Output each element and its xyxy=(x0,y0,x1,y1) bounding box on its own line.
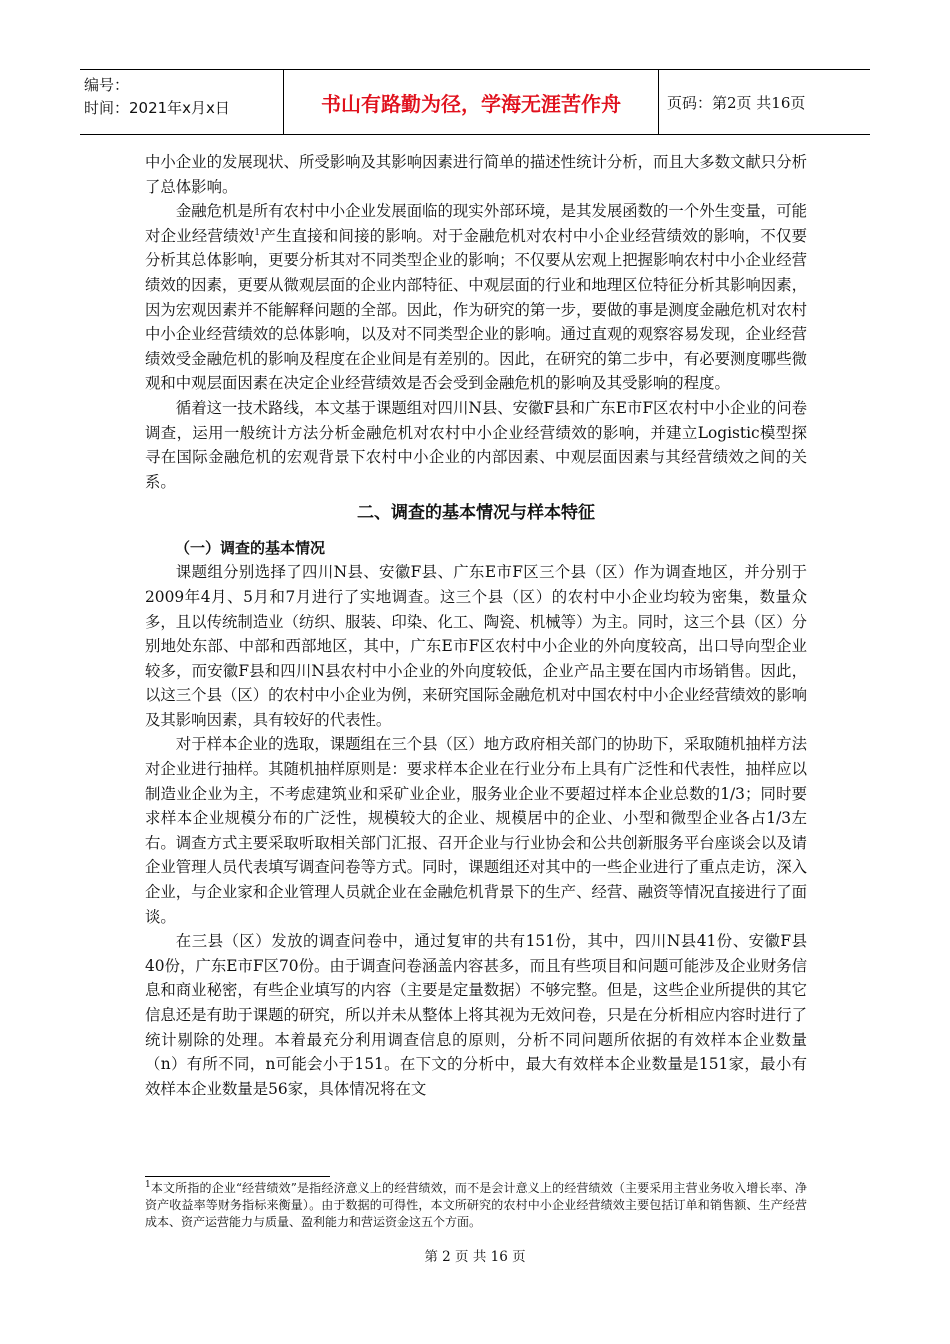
paragraph-2-part-b: 产生直接和间接的影响。对于金融危机对农村中小企业经营绩效的影响，不仅要分析其总体影响，更要分析其对不同类型企业的影响；不仅要从宏观上把握影响农村中小企业经营绩效的因素，更要从微观层面的企业内部特征、中观层面的行业和地理区位特征分析其影响因素，因为宏观因素并不能解释问题的全部。因此，作为研究的第一步，要做的事是测度金融危机对农村中小企业经营绩效的总体影响，以及对不同类型企业的影响。通过直观的观察容易发现，企业经营绩效受金融危机的影响及程度在企业间是有差别的。因此，在研究的第二步中，有必要测度哪些微观和中观层面因素在决定企业经营绩效是否会受到金融危机的影响及其受影响的程度。 xyxy=(145,226,807,393)
footnote-reference[interactable]: 1 xyxy=(254,227,261,238)
footnote xyxy=(145,1180,807,1231)
paragraph-3: 循着这一技术路线，本文基于课题组对四川N县、安徽F县和广东E市F区农村中小企业的问卷调查，运用一般统计方法分析金融危机对农村中小企业经营绩效的影响，并建立Logistic模型探寻在国际金融危机的宏观背景下农村中小企业的内部因素、中观层面因素与其经营绩效之间的关系。 xyxy=(145,398,807,491)
footnote-text: 本文所指的企业“经营绩效”是指经济意义上的经营绩效，而不是会计意义上的经营绩效（主要采用主营业务收入增长率、净资产收益率等财务指标来衡量）。由于数据的可得性，本文所研究的农村中小企业经营绩效主要包括订单和销售额、生产经营成本、资产运营能力与质量、盈利能力和营运资金这五个方面。 xyxy=(145,1181,807,1229)
paragraph-4: 课题组分别选择了四川N县、安徽F县、广东E市F区三个县（区）作为调查地区，并分别于2009年4月、5月和7月进行了实地调查。这三个县（区）的农村中小企业均较为密集，数量众多，且以传统制造业（纺织、服装、印染、化工、陶瓷、机械等）为主。同时，这三个县（区）分别地处东部、中部和西部地区，其中，广东E市F区农村中小企业的外向度较高，出口导向型企业较多，而安徽F县和四川N县农村中小企业的外向度较低，企业产品主要在国内市场销售。因此，以这三个县（区）的农村中小企业为例，来研究国际金融危机对中国农村中小企业经营绩效的影响及其影响因素，具有较好的代表性。 xyxy=(145,563,807,729)
page-header xyxy=(80,69,870,135)
subsection-title: （一）调查的基本情况 xyxy=(175,539,326,558)
paragraph-2 xyxy=(145,199,807,396)
page-footer: 第 2 页 共 16 页 xyxy=(424,1249,526,1265)
section-title: 二、调查的基本情况与样本特征 xyxy=(357,503,595,524)
header-page-label: 页码：第2页 共16页 xyxy=(667,93,806,112)
paragraph-2-part-a: 金融危机是所有农村中小企业发展面临的现实外部环境，是其发展函数的一个外生变量，可能对企业经营绩效 xyxy=(145,202,807,245)
paragraph-5: 对于样本企业的选取，课题组在三个县（区）地方政府相关部门的协助下，采取随机抽样方法对企业进行抽样。其随机抽样原则是：要求样本企业在行业分布上具有广泛性和代表性，抽样应以制造业企业为主，不考虑建筑业和采矿业企业，服务业企业不要超过样本企业总数的1/3；同时要求样本企业规模分布的广泛性，规模较大的企业、规模居中的企业、小型和微型企业各占1/3左右。调查方式主要采取听取相关部门汇报、召开企业与行业协会和公共创新服务平台座谈会以及请企业管理人员代表填写调查问卷等方式。同时，课题组还对其中的一些企业进行了重点走访，深入企业，与企业家和企业管理人员就企业在金融危机背景下的生产、经营、融资等情况直接进行了面谈。 xyxy=(145,735,807,926)
footnote-divider xyxy=(145,1176,330,1177)
footnote-marker: 1 xyxy=(145,1180,151,1190)
paragraph-1: 中小企业的发展现状、所受影响及其影响因素进行简单的描述性统计分析，而且大多数文献只分析了总体影响。 xyxy=(145,153,807,196)
header-motto: 书山有路勤为径，学海无涯苦作舟 xyxy=(284,70,659,134)
document-body xyxy=(145,150,807,1101)
document-number-label: 编号： xyxy=(84,76,130,94)
document-date-label: 时间：2021年x月x日 xyxy=(84,99,230,117)
header-meta xyxy=(80,70,284,134)
paragraph-6: 在三县（区）发放的调查问卷中，通过复审的共有151份，其中，四川N县41份、安徽F县40份，广东E市F区70份。由于调查问卷涵盖内容甚多，而且有些项目和问题可能涉及企业财务信息和商业秘密，有些企业填写的内容（主要是定量数据）不够完整。但是，这些企业所提供的其它信息还是有助于课题的研究，所以并未从整体上将其视为无效问卷，只是在分析相应内容时进行了统计剔除的处理。本着最充分利用调查信息的原则，分析不同问题所依据的有效样本企业数量（n）有所不同，n可能会小于151。在下文的分析中，最大有效样本企业数量是151家，最小有效样本企业数量是56家，具体情况将在文 xyxy=(145,932,807,1098)
